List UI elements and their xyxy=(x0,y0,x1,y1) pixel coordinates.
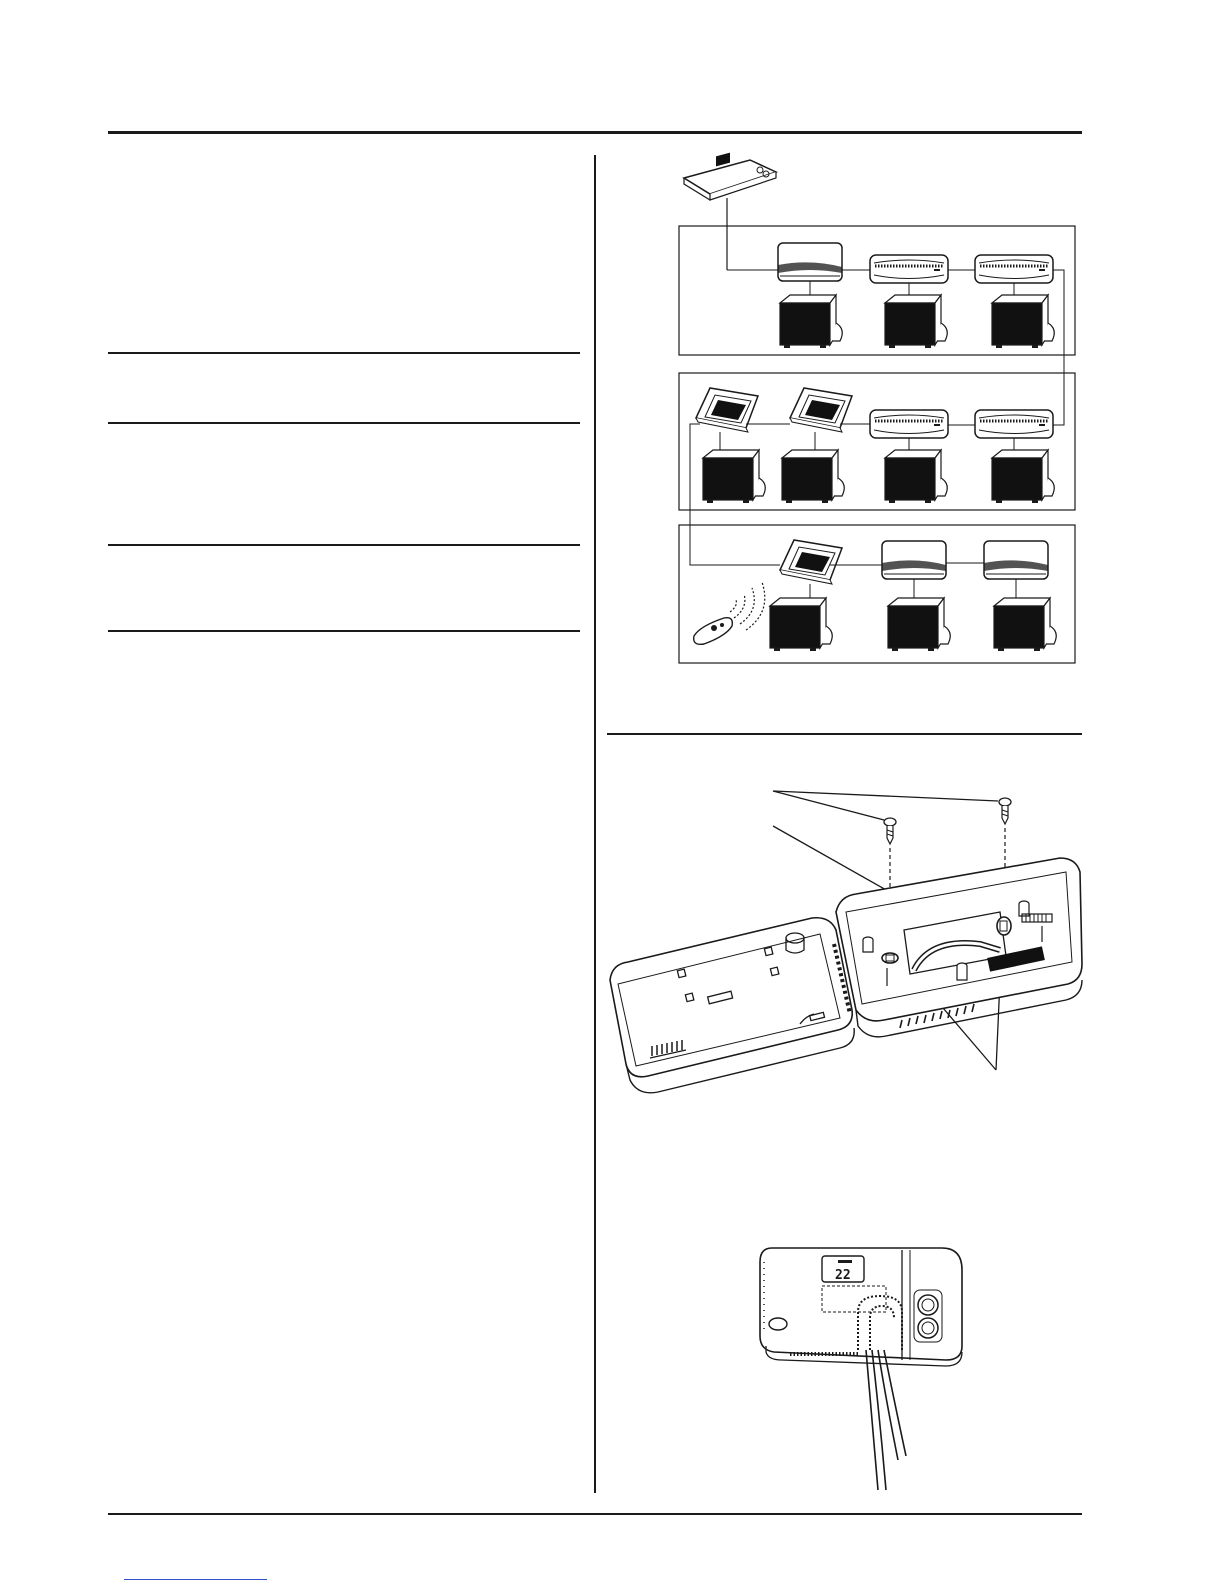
outdoor-unit-1-2 xyxy=(885,295,947,348)
mounting-screw-right xyxy=(999,798,1011,824)
controller-button-down[interactable] xyxy=(918,1318,938,1338)
indoor-unit-1-1 xyxy=(778,243,842,281)
assembled-controller-diagram xyxy=(760,1248,962,1490)
outdoor-unit-2-4 xyxy=(992,450,1054,503)
indoor-unit-2-4 xyxy=(975,410,1053,438)
wireless-remote xyxy=(694,582,765,644)
system-wiring-diagram xyxy=(679,153,1075,663)
controller-button-up[interactable] xyxy=(918,1295,938,1315)
outdoor-unit-3-3 xyxy=(994,598,1056,651)
controller-front-cover xyxy=(610,918,854,1093)
indoor-unit-2-3 xyxy=(870,410,948,438)
cassette-unit-3-1 xyxy=(780,540,842,584)
cassette-unit-2-2 xyxy=(790,388,852,432)
lcd-temperature: 22 xyxy=(835,1268,851,1283)
indoor-unit-3-3 xyxy=(984,541,1048,579)
indoor-unit-1-2 xyxy=(870,255,948,283)
wired-controller-top xyxy=(684,153,776,200)
outdoor-unit-2-1 xyxy=(703,450,765,503)
outdoor-unit-1-1 xyxy=(780,295,842,348)
outdoor-unit-1-3 xyxy=(992,295,1054,348)
outdoor-unit-3-2 xyxy=(888,598,950,651)
cassette-unit-2-1 xyxy=(696,388,758,432)
indoor-unit-3-2 xyxy=(882,541,946,579)
outdoor-unit-2-3 xyxy=(885,450,947,503)
outdoor-unit-2-2 xyxy=(782,450,844,503)
connection-wires xyxy=(866,1350,906,1490)
mounting-diagram xyxy=(610,791,1082,1093)
indoor-unit-1-3 xyxy=(975,255,1053,283)
controller-base-plate xyxy=(836,858,1082,1037)
outdoor-unit-3-1 xyxy=(770,598,832,651)
mounting-screw-left xyxy=(884,818,896,844)
